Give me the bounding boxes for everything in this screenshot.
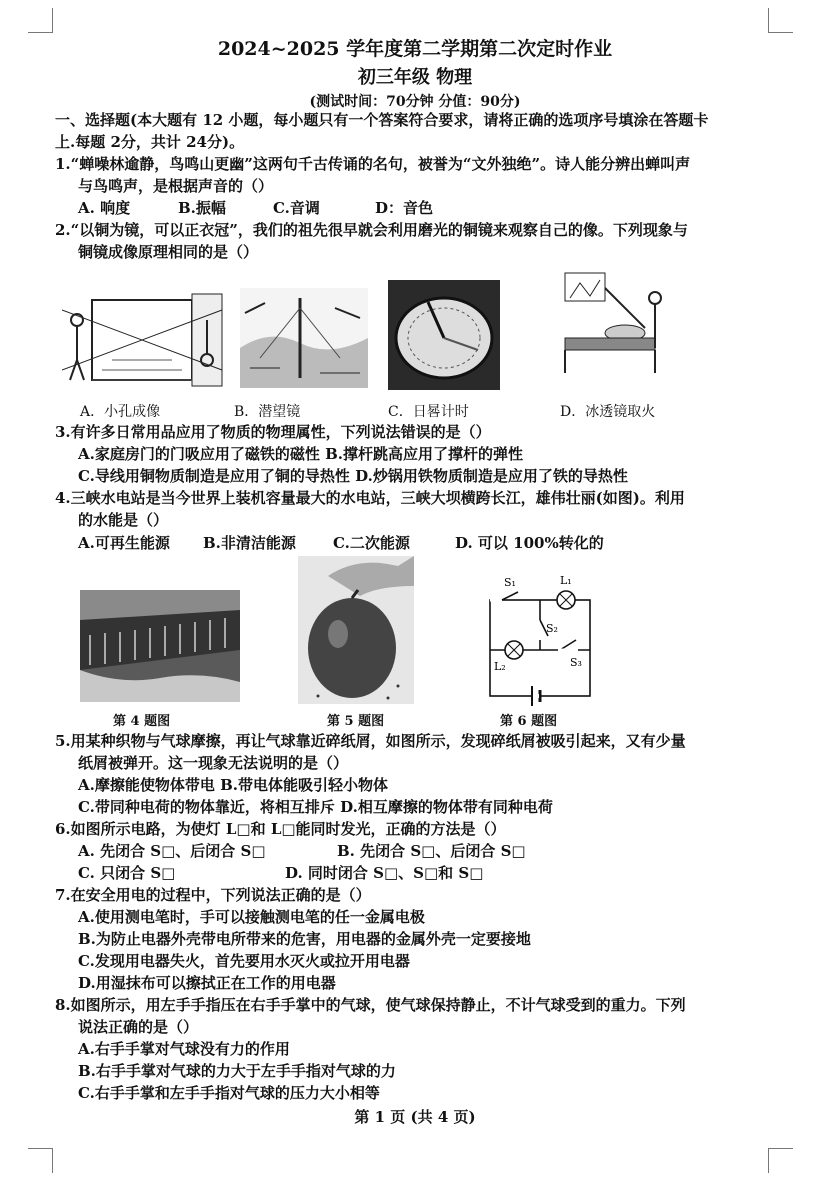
q5-stem-line1: 5.用某种织物与气球摩擦，再让气球靠近碎纸屑，如图所示，发现碎纸屑被吸引起来，又有少量 [55, 732, 686, 750]
section-intro-line2: 上.每题 2分，共计 24分)。 [55, 133, 245, 151]
q1-option-a: A. 响度 [78, 199, 131, 217]
exam-subtitle: 初三年级 物理 [357, 67, 473, 88]
q1-stem-line2: 与鸟鸣声，是根据声音的（） [78, 177, 274, 195]
q6-option-a: A. 先闭合 S□、后闭合 S□ [78, 842, 266, 860]
crop-mark-top-right [768, 8, 793, 33]
circuit-label-s1: S₁ [504, 576, 516, 589]
sundial-image [388, 280, 500, 390]
q4-option-d: D. 可以 100%转化的 [455, 534, 604, 552]
q7-option-b: B.为防止电器外壳带电所带来的危害，用电器的金属外壳一定要接地 [78, 930, 531, 948]
q1-option-c: C.音调 [273, 199, 320, 217]
q5-options-ab: A.摩擦能使物体带电 B.带电体能吸引轻小物体 [78, 776, 388, 794]
q1-option-b: B.振幅 [178, 199, 226, 217]
crop-mark-top-left [28, 8, 53, 33]
dam-image [80, 590, 240, 702]
figure-4-caption: 第 4 题图 [113, 714, 171, 729]
q7-stem: 7.在安全用电的过程中，下列说法正确的是（） [55, 886, 371, 904]
q2-stem-line1: 2.“以铜为镜，可以正衣冠”，我们的祖先很早就会利用磨光的铜镜来观察自己的像。下列现象与 [55, 221, 688, 239]
periscope-image [240, 288, 368, 388]
q2-caption-d: D．冰透镜取火 [560, 404, 656, 420]
q4-option-c: C.二次能源 [333, 534, 410, 552]
q6-option-b: B. 先闭合 S□、后闭合 S□ [337, 842, 526, 860]
q3-stem: 3.有许多日常用品应用了物质的物理属性，下列说法错误的是（） [55, 423, 491, 441]
q8-stem-line1: 8.如图所示，用左手手指压在右手手掌中的气球，使气球保持静止，不计气球受到的重力。下列 [55, 996, 686, 1014]
q4-stem-line2: 的水能是（） [78, 511, 169, 529]
q1-stem-line1: 1.“蝉噪林逾静，鸟鸣山更幽”这两句千古传诵的名句，被誉为“文外独绝”。诗人能分辨出蝉叫声 [55, 155, 691, 173]
q6-stem: 6.如图所示电路，为使灯 L□和 L□能同时发光，正确的方法是（） [55, 820, 506, 838]
q5-stem-line2: 纸屑被弹开。这一现象无法说明的是（） [78, 754, 349, 772]
q3-options-ab: A.家庭房门的门吸应用了磁铁的磁性 B.撑杆跳高应用了撑杆的弹性 [78, 445, 523, 463]
q8-option-b: B.右手手掌对气球的力大于左手手指对气球的力 [78, 1062, 396, 1080]
page-number: 第 1 页 (共 4 页) [354, 1108, 476, 1126]
q4-option-b: B.非清洁能源 [203, 534, 296, 552]
q6-option-c: C. 只闭合 S□ [78, 864, 176, 882]
q4-stem-line1: 4.三峡水电站是当今世界上装机容量最大的水电站，三峡大坝横跨长江，雄伟壮丽(如图)。利用 [55, 489, 685, 507]
q8-stem-line2: 说法正确的是（） [78, 1018, 199, 1036]
circuit-label-l2: L₂ [494, 660, 506, 673]
figure-5-caption: 第 5 题图 [327, 714, 385, 729]
q3-options-cd: C.导线用铜物质制造是应用了铜的导热性 D.炒锅用铁物质制造是应用了铁的导热性 [78, 467, 628, 485]
q8-option-a: A.右手手掌对气球没有力的作用 [78, 1040, 290, 1058]
q6-option-d: D. 同时闭合 S□、S□和 S□ [285, 864, 484, 882]
circuit-label-l1: L₁ [560, 574, 572, 587]
q2-caption-a: A．小孔成像 [80, 404, 161, 420]
ice-lens-image [555, 268, 667, 378]
exam-info: (测试时间：70分钟 分值：90分) [309, 94, 521, 110]
crop-mark-bottom-right [768, 1148, 793, 1173]
q7-option-c: C.发现用电器失火，首先要用水灭火或拉开用电器 [78, 952, 410, 970]
exam-title: 2024~2025 学年度第二学期第二次定时作业 [217, 38, 613, 60]
crop-mark-bottom-left [28, 1148, 53, 1173]
balloon-image [298, 556, 414, 704]
q8-option-c: C.右手手掌和左手手指对气球的压力大小相等 [78, 1084, 380, 1102]
q1-option-d: D：音色 [375, 199, 434, 217]
q2-caption-b: B．潜望镜 [234, 404, 301, 420]
q2-caption-c: C．日晷计时 [388, 404, 469, 420]
q7-option-d: D.用湿抹布可以擦拭正在工作的用电器 [78, 974, 336, 992]
q5-options-cd: C.带同种电荷的物体靠近，将相互排斥 D.相互摩擦的物体带有同种电荷 [78, 798, 553, 816]
section-intro-line1: 一、选择题(本大题有 12 小题，每小题只有一个答案符合要求，请将正确的选项序号填涂在答题卡 [55, 111, 709, 129]
pinhole-image [62, 290, 224, 390]
circuit-label-s2: S₂ [546, 622, 558, 635]
q2-stem-line2: 铜镜成像原理相同的是（） [78, 243, 259, 261]
q4-option-a: A.可再生能源 [78, 534, 170, 552]
circuit-diagram [480, 570, 598, 710]
q7-option-a: A.使用测电笔时，手可以接触测电笔的任一金属电极 [78, 908, 425, 926]
figure-6-caption: 第 6 题图 [500, 714, 558, 729]
circuit-label-s3: S₃ [570, 656, 582, 669]
